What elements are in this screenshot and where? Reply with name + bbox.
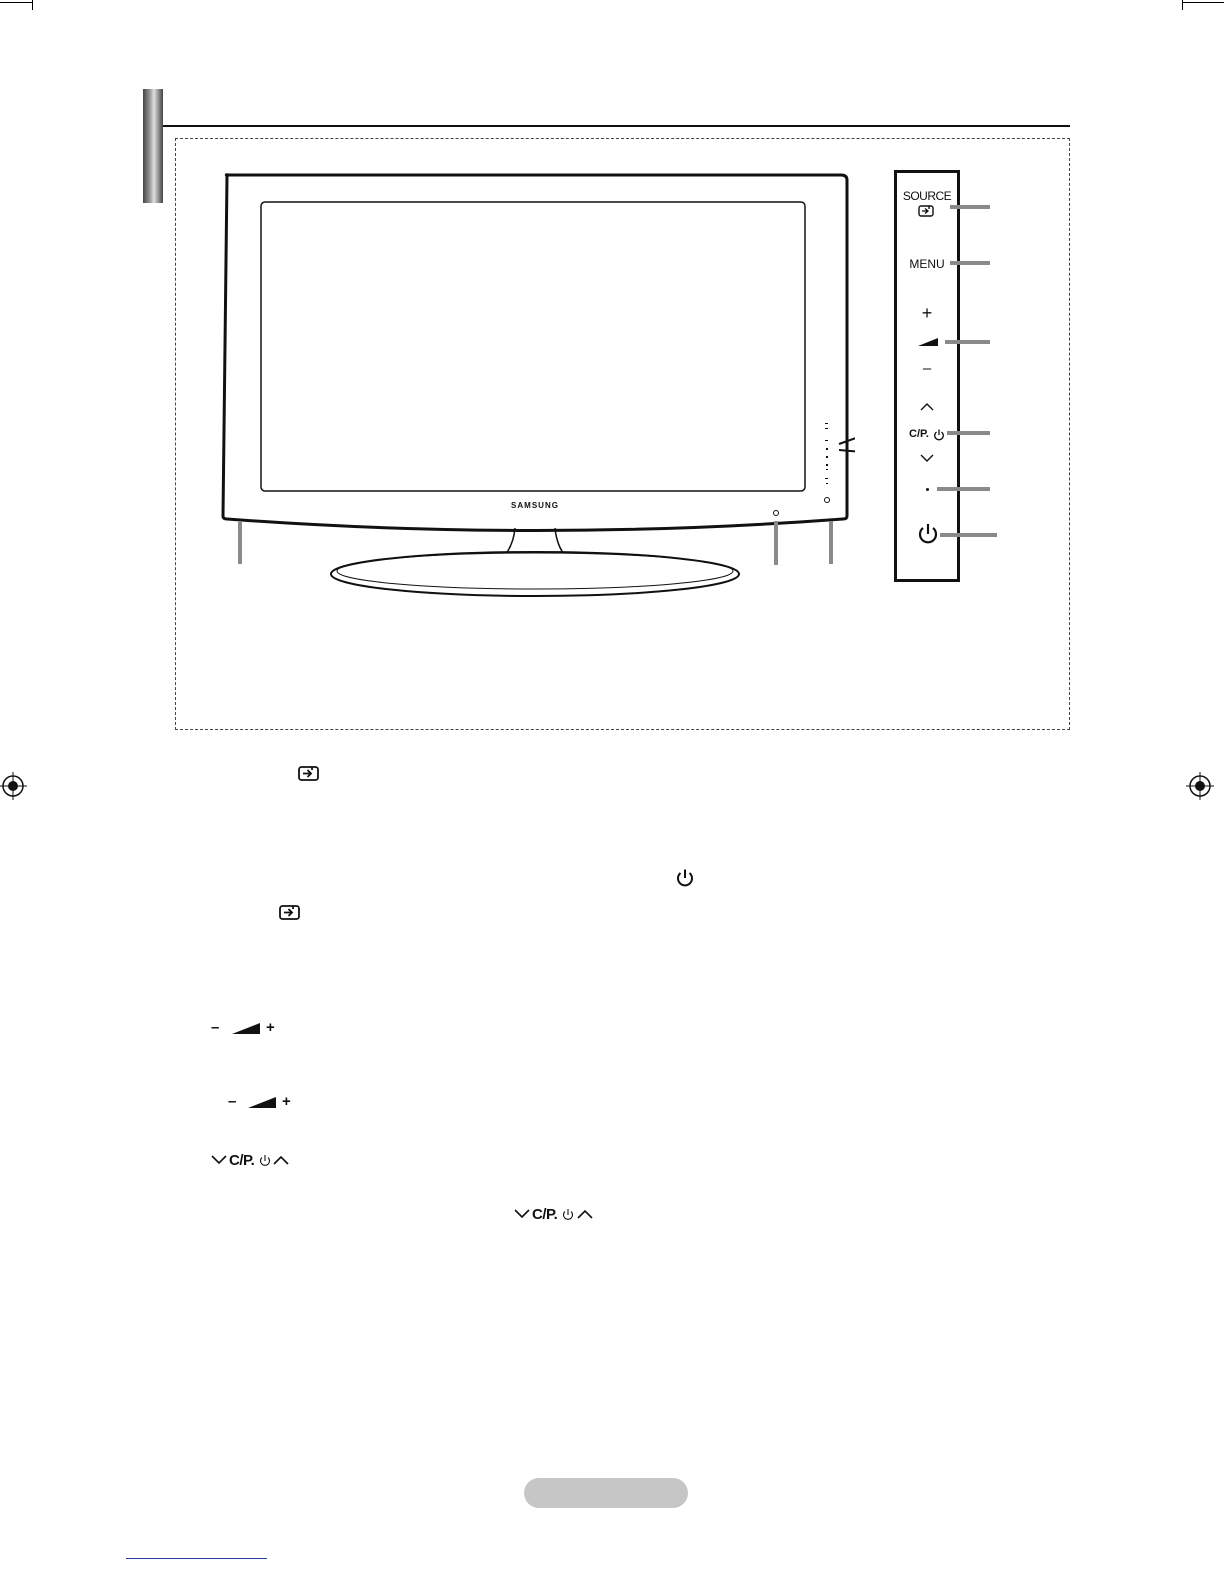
source-inline-icon-1 [297, 764, 323, 782]
channel-label-text-2: C/P. [532, 1206, 558, 1223]
power-button-icon[interactable] [917, 523, 939, 545]
volume-minus-text-2: – [228, 1093, 237, 1110]
channel-button-label[interactable]: C/P. [909, 428, 929, 440]
crop-mark-top-left-v [32, 0, 33, 10]
chevron-up-icon[interactable] [920, 402, 934, 411]
crop-mark-top-left-h [0, 2, 33, 3]
power-icon [933, 429, 945, 441]
registration-mark-right-icon [1184, 770, 1216, 802]
source-input-icon[interactable] [918, 204, 936, 218]
volume-wedge-icon-2 [247, 1095, 277, 1109]
volume-minus-text-1: – [211, 1019, 220, 1036]
chevron-down-icon[interactable] [920, 454, 934, 463]
volume-minus-button[interactable]: – [922, 360, 932, 377]
crop-mark-top-right-h [1182, 2, 1224, 3]
section-header-rule [163, 125, 1070, 127]
footer-rule [126, 1558, 267, 1559]
leader-remote-sensor [774, 521, 778, 565]
volume-plus-text-1: + [266, 1019, 275, 1036]
menu-button-label[interactable]: MENU [909, 257, 945, 271]
leader-channel [947, 431, 990, 435]
section-header-bar [143, 89, 163, 203]
leader-menu [950, 261, 990, 265]
brand-logo: SAMSUNG [511, 501, 559, 510]
chevron-up-inline-icon-2 [577, 1209, 593, 1219]
leader-speaker-left [238, 522, 242, 564]
power-inline-small-icon-2 [562, 1208, 574, 1221]
source-button-label[interactable]: SOURCE [902, 189, 952, 203]
power-inline-small-icon-1 [259, 1154, 271, 1167]
chevron-down-inline-icon-2 [514, 1209, 530, 1219]
volume-wedge-icon [917, 337, 939, 347]
crop-mark-top-right-v [1182, 0, 1183, 10]
tv-front-illustration [215, 170, 855, 610]
leader-source [950, 205, 990, 209]
chevron-down-inline-icon-1 [211, 1155, 227, 1165]
leader-volume [945, 340, 990, 344]
channel-label-text-1: C/P. [229, 1152, 255, 1169]
leader-power-indicator [829, 521, 833, 564]
source-inline-icon-2 [278, 903, 304, 921]
page-number-pill [524, 1478, 688, 1508]
power-inline-icon [675, 868, 695, 888]
volume-wedge-icon-1 [231, 1021, 261, 1035]
volume-plus-text-2: + [282, 1093, 291, 1110]
registration-mark-left-icon [0, 770, 28, 802]
chevron-up-inline-icon-1 [273, 1155, 289, 1165]
remote-sensor-dot [926, 488, 929, 491]
volume-plus-button[interactable]: + [921, 303, 933, 323]
leader-sensor [937, 487, 990, 491]
leader-power [940, 533, 997, 537]
